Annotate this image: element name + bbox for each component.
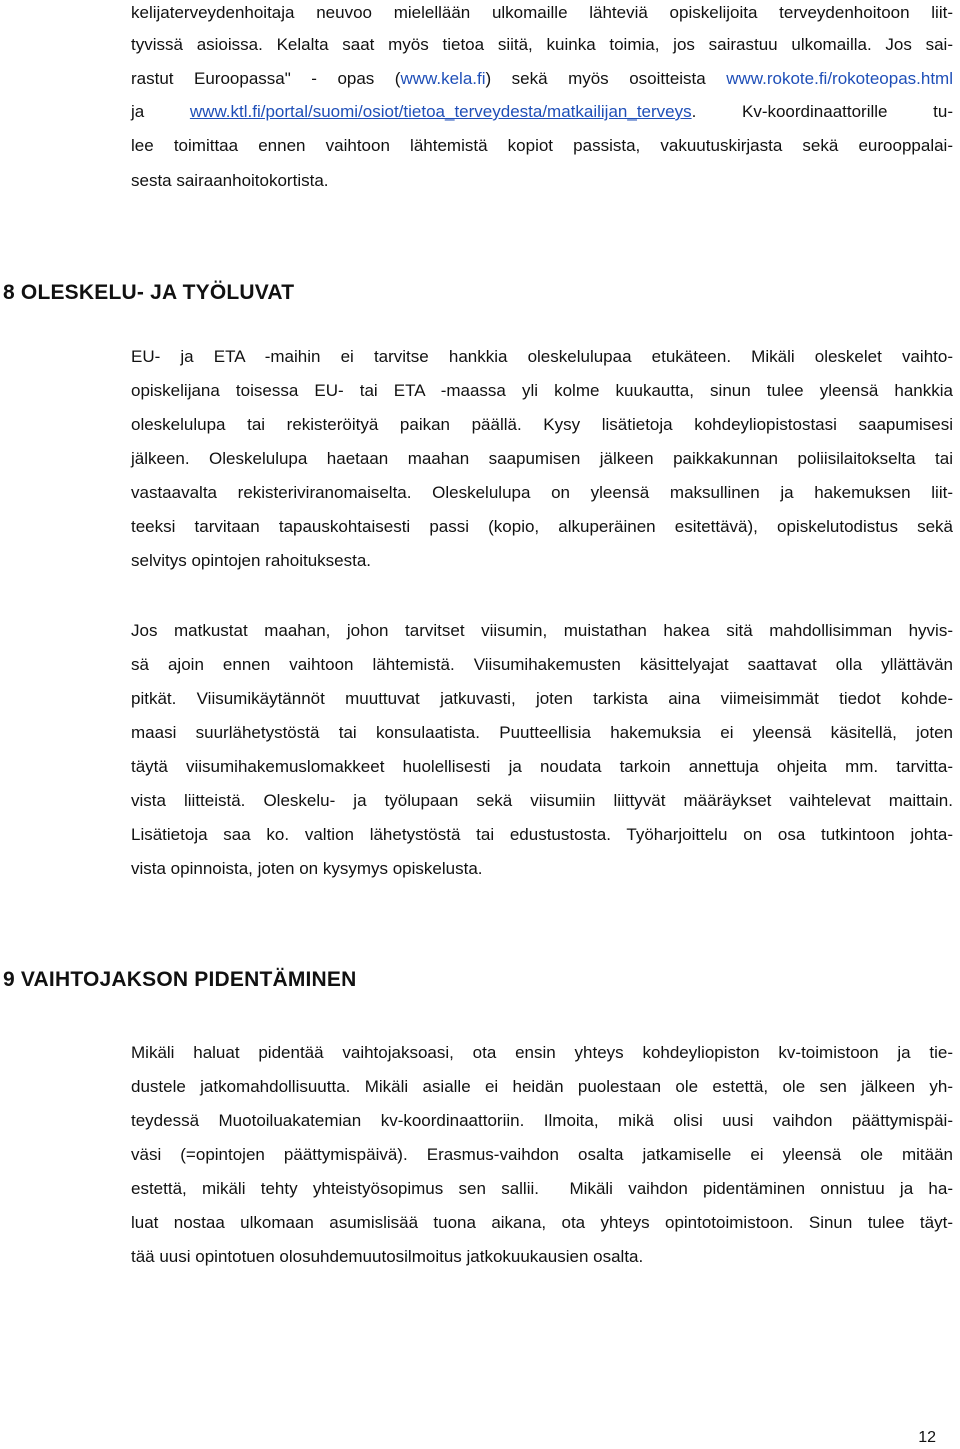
rokote-link[interactable]: www.rokote.fi/rokoteopas.html xyxy=(726,69,953,88)
text-line: jälkeen. Oleskelulupa haetaan maahan saapumisen jälkeen paikkakunnan poliisilaitokselta tai xyxy=(131,449,953,468)
ktl-link[interactable]: www.ktl.fi/portal/suomi/osiot/tietoa_terveydesta/matkailijan_terveys xyxy=(189,102,692,121)
text-line: Mikäli haluat pidentää vaihtojaksoasi, ota ensin yhteys kohdeyliopiston kv-toimistoon ja tie- xyxy=(131,1043,953,1062)
text-line: vista opinnoista, joten on kysymys opiskelusta. xyxy=(131,859,483,878)
text-line: sä ajoin ennen vaihtoon lähtemistä. Viisumihakemusten käsittelyajat saattavat olla yllättävän xyxy=(131,655,953,674)
section-heading-9: 9 VAIHTOJAKSON PIDENTÄMINEN xyxy=(3,968,357,991)
text-line: teydessä Muotoiluakatemian kv-koordinaattoriin. Ilmoita, mikä olisi uusi vaihdon päättymispäi- xyxy=(131,1111,953,1130)
text-line: kelijaterveydenhoitaja neuvoo mielellään ulkomaille lähteviä opiskelijoita terveydenhoitoon liit- xyxy=(131,3,953,22)
text-line: lee toimittaa ennen vaihtoon lähtemistä kopiot passista, vakuutuskirjasta sekä eurooppalai- xyxy=(131,136,953,155)
text-line: väsi (=opintojen päättymispäivä). Erasmus-vaihdon osalta jatkamiselle ei yleensä ole mitään xyxy=(131,1145,953,1164)
text-line: opiskelijana toisessa EU- tai ETA -maassa yli kolme kuukautta, sinun tulee yleensä hankkia xyxy=(131,381,953,400)
text-line: vastaavalta rekisteriviranomaiselta. Oleskelulupa on yleensä maksullinen ja hakemuksen liit- xyxy=(131,483,953,502)
text-line: pitkät. Viisumikäytännöt muuttuvat jatkuvasti, joten tarkista aina viimeisimmät tiedot kohde- xyxy=(131,689,953,708)
text-line: EU- ja ETA -maihin ei tarvitse hankkia oleskelulupaa etukäteen. Mikäli oleskelet vaihto- xyxy=(131,347,953,366)
text-line: dustele jatkomahdollisuutta. Mikäli asialle ei heidän puolestaan ole estettä, ole sen jälkeen yh- xyxy=(131,1077,953,1096)
section-heading-8: 8 OLESKELU- JA TYÖLUVAT xyxy=(3,281,295,304)
text-line: Jos matkustat maahan, johon tarvitset viisumin, muistathan hakea sitä mahdollisimman hyvis- xyxy=(131,621,953,640)
text-fragment: ) sekä myös osoitteista xyxy=(485,69,727,88)
text-line: selvitys opintojen rahoituksesta. xyxy=(131,551,372,570)
page-number: 12 xyxy=(918,1429,936,1446)
kela-link[interactable]: www.kela.fi xyxy=(400,69,486,88)
text-line: tää uusi opintotuen olosuhdemuutosilmoitus jatkokuukausien osalta. xyxy=(131,1247,644,1266)
text-line: vista liitteistä. Oleskelu- ja työlupaan sekä viisumiin liittyvät määräykset vaihtelevat maittain. xyxy=(131,791,953,810)
text-line: tyvissä asioissa. Kelalta saat myös tietoa siitä, kuinka toimia, jos sairastuu ulkomailla. Jos sai- xyxy=(131,35,953,54)
text-line: sesta sairaanhoitokortista. xyxy=(131,171,329,190)
text-line xyxy=(131,68,953,90)
text-line: oleskelulupa tai rekisteröityä paikan päällä. Kysy lisätietoja kohdeyliopistostasi saapumisesi xyxy=(131,415,953,434)
text-line xyxy=(131,101,953,123)
text-line: täytä viisumihakemuslomakkeet huolellisesti ja noudata tarkoin annettuja ohjeita mm. tarvitta- xyxy=(131,757,953,776)
text-fragment: ja xyxy=(131,102,190,121)
text-line: estettä, mikäli tehty yhteistyösopimus sen sallii. Mikäli vaihdon pidentäminen onnistuu ja ha- xyxy=(131,1179,953,1198)
text-fragment: rastut Euroopassa" - opas ( xyxy=(131,69,401,88)
text-line: luat nostaa ulkomaan asumislisää tuona aikana, ota yhteys opintotoimistoon. Sinun tulee täyt- xyxy=(131,1213,953,1232)
text-line: maasi suurlähetystöstä tai konsulaatista. Puutteellisia hakemuksia ei yleensä käsitellä, joten xyxy=(131,723,953,742)
text-line: Lisätietoja saa ko. valtion lähetystöstä tai edustustosta. Työharjoittelu on osa tutkintoon johta- xyxy=(131,825,953,844)
text-fragment: . Kv-koordinaattorille tu- xyxy=(691,102,953,121)
text-line: teeksi tarvitaan tapauskohtaisesti passi (kopio, alkuperäinen esitettävä), opiskelutodistus sekä xyxy=(131,517,953,536)
